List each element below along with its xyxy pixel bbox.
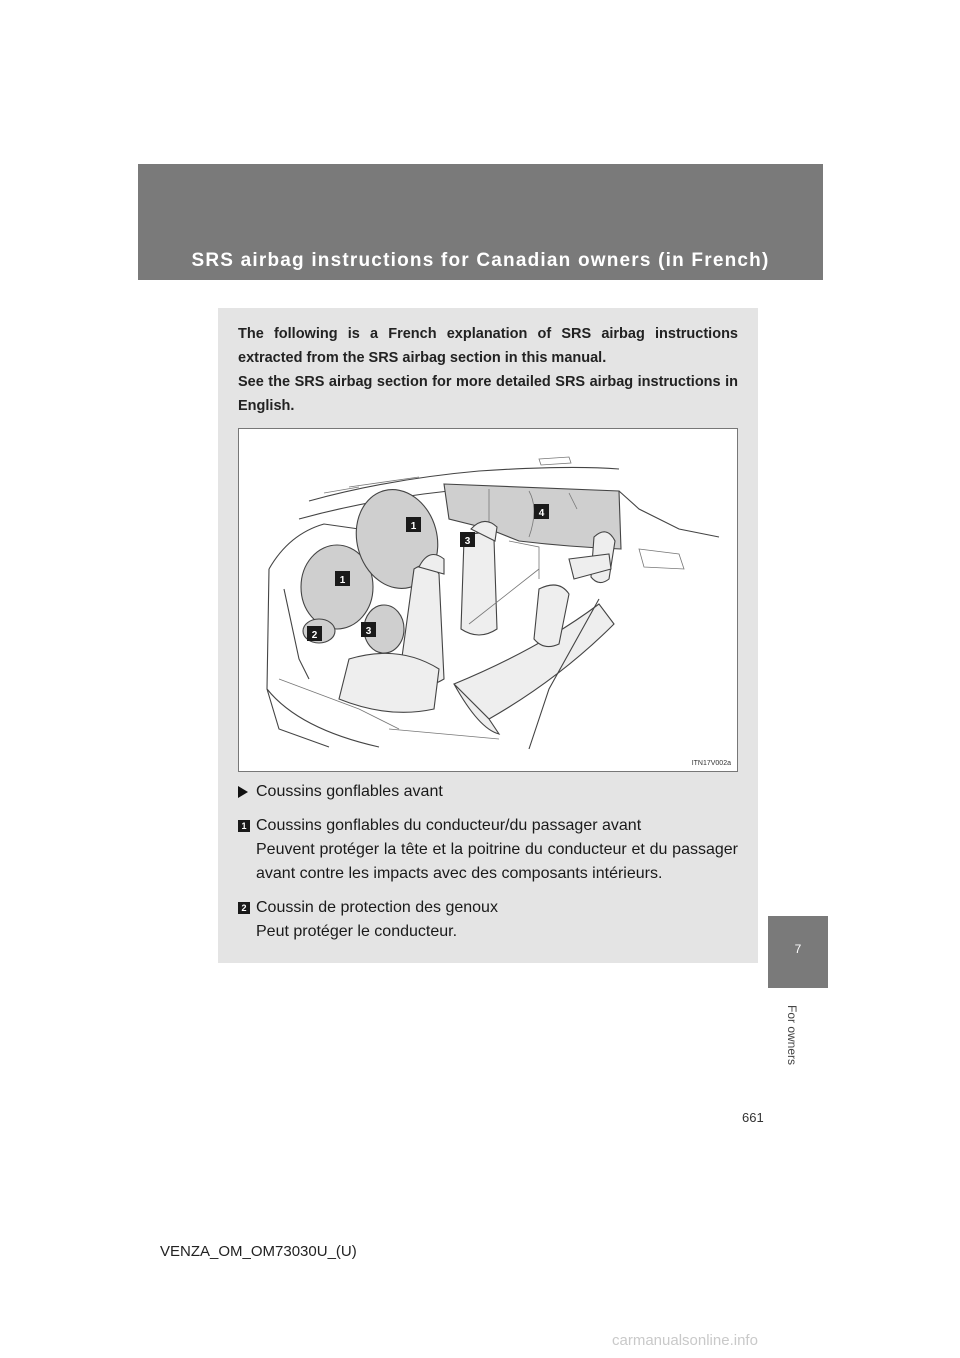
list-item: [238, 896, 738, 944]
svg-text:1: 1: [410, 521, 417, 532]
item-description: Peuvent protéger la tête et la poitrine du conducteur et du passager avant contre les impacts avec des composants intérieurs.: [256, 841, 738, 882]
watermark: carmanualsonline.info: [612, 1332, 758, 1349]
number-badge: 1: [238, 820, 250, 832]
car-interior-drawing: [239, 429, 737, 771]
callout-badge: [534, 504, 549, 519]
content-panel: [218, 308, 758, 963]
item-title: Coussin de protection des genoux: [256, 899, 498, 916]
svg-text:3: 3: [464, 536, 471, 547]
callout-badge: [335, 571, 350, 586]
chapter-label-text: For owners: [785, 1004, 799, 1066]
chapter-label: [782, 998, 802, 1078]
page-title: SRS airbag instructions for Canadian owners (in French): [191, 250, 770, 271]
section-heading-text: Coussins gonflables avant: [256, 783, 443, 800]
intro-paragraph-2: See the SRS airbag section for more detailed SRS airbag instructions in English.: [238, 374, 738, 414]
footer-code: VENZA_OM_OM73030U_(U): [160, 1243, 357, 1260]
callout-badge: [460, 532, 475, 547]
section-heading: [238, 780, 738, 804]
svg-text:4: 4: [538, 508, 545, 519]
airbag-illustration: [238, 428, 738, 772]
page-number: 661: [742, 1110, 764, 1125]
callout-badge: [361, 622, 376, 637]
callout-badge: [307, 626, 322, 641]
svg-text:3: 3: [365, 626, 372, 637]
list-item: [238, 814, 738, 886]
triangle-bullet-icon: [238, 786, 248, 798]
svg-text:2: 2: [311, 630, 318, 641]
airbag-description: [238, 780, 738, 944]
chapter-number: 7: [794, 942, 802, 956]
intro-paragraph-1: The following is a French explanation of SRS airbag instructions extracted from the SRS airbag section in this manual.: [238, 326, 738, 366]
callout-badge: [406, 517, 421, 532]
intro-text: [238, 322, 738, 418]
chapter-tab: [768, 916, 828, 988]
svg-text:1: 1: [339, 575, 346, 586]
number-badge: 2: [238, 902, 250, 914]
header-band: [138, 164, 823, 280]
item-description: Peut protéger le conducteur.: [256, 923, 458, 940]
figure-code: ITN17V002a: [691, 760, 731, 767]
item-title: Coussins gonflables du conducteur/du passager avant: [256, 817, 642, 834]
